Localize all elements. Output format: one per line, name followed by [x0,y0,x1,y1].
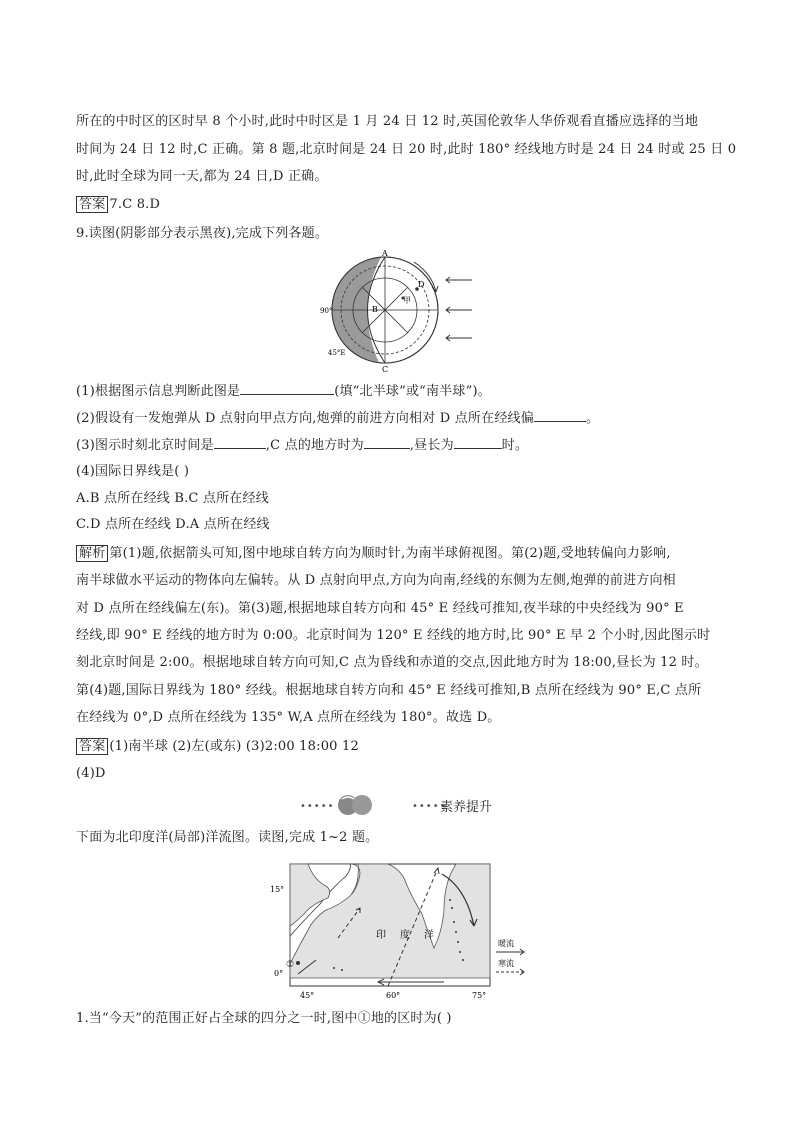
section-intro: 下面为北印度洋(局部)洋流图。读图,完成 1~2 题。 [76,830,379,845]
ocean-label: 度 [400,930,410,941]
analysis-line: 刻北京时间是 2:00。根据地球自转方向可知,C 点为昏线和赤道的交点,因此地方时为 18:00,昼长为 12 时。 [76,655,708,670]
answer-text: 7.C 8.D [109,197,161,212]
analysis-line: 经线,即 90° E 经线的地方时为 0:00。北京时间为 120° E 经线的地方时,比 90° E 早 2 个小时,因此图示时 [76,628,711,643]
label-c: C [382,365,389,374]
answer-blank [214,436,266,449]
label-b: B [372,305,378,314]
answer-blank [364,436,410,449]
question-1: 1.当“今天”的范围正好占全球的四分之一时,图中①地的区时为( ) [76,1011,452,1026]
answer-blank [454,436,502,449]
option-row: A.B 点所在经线 B.C 点所在经线 [76,491,269,506]
question-9-stem: 9.读图(阴影部分表示黑夜),完成下列各题。 [76,226,329,241]
globe-diagram [310,250,480,375]
lat-15-label: 15° [270,885,285,894]
ocean-label: 印 [376,930,386,941]
text-line: 时,此时全球为同一天,都为 24 日,D 正确。 [76,169,328,184]
analysis-tag: 解析 [76,545,108,562]
question-9-3: (3)图示时刻北京时间是 ,C 点的地方时为 ,昼长为 时。 [76,438,529,453]
ocean-current-map [268,860,530,1006]
answer-tag: 答案 [76,738,108,755]
label-45e: 45°E [328,349,346,357]
section-banner [300,793,510,817]
analysis-line: 在经线为 0°,D 点所在经线为 135° W,A 点所在经线为 180°。故选 D。 [76,710,501,725]
lon-75-label: 75° [472,991,487,1000]
legend-warm: 暖流 [498,939,514,948]
analysis-line: 解析 第(1)题,依据箭头可知,图中地球自转方向为顺时针,为南半球俯视图。第(2)题,受地转偏向力影响, [76,545,726,563]
text-line: 所在的中时区的区时早 8 个小时,此时中时区是 1 月 24 日 12 时,英国伦敦华人华侨观看直播应选择的当地 [76,114,699,129]
label-d: D [418,280,425,289]
point-1 [296,961,300,965]
legend-cold: 寒流 [498,959,514,968]
answer-line: 答案 (1)南半球 (2)左(或东) (3)2:00 18:00 12 [76,738,726,756]
label-jia: 甲 [403,296,411,305]
text-line: 时间为 24 日 12 时,C 正确。第 8 题,北京时间是 24 日 20 时,此时 180° 经线地方时是 24 日 24 时或 25 日 0 [76,142,737,157]
sun-ray-arrows [446,277,472,341]
answer-line: (4)D [76,766,106,781]
answer-line [76,196,726,214]
banner-dots: ••••• [412,801,447,812]
question-9-2: (2)假设有一发炮弹从 D 点射向甲点方向,炮弹的前进方向相对 D 点所在经线偏 。 [76,411,600,426]
label-90: 90° [320,307,333,315]
banner-dots: ••••• [300,801,335,812]
analysis-line: 第(4)题,国际日界线为 180° 经线。根据地球自转方向和 45° E 经线可推知,B 点所在经线为 90° E,C 点所 [76,683,702,698]
ocean-label: 洋 [424,930,434,941]
answer-tag: 答案 [76,196,108,213]
point-1-label: ① [286,960,295,970]
label-a: A [382,250,388,258]
lon-60-label: 60° [386,991,401,1000]
question-9-4: (4)国际日界线是( ) [76,464,190,479]
analysis-line: 对 D 点所在经线偏左(东)。第(3)题,根据地球自转方向和 45° E 经线可推知,夜半球的中央经线为 90° E [76,601,684,616]
section-title: 素养提升 [440,800,493,815]
lat-0-label: 0° [274,969,284,978]
answer-blank [534,409,586,422]
banner-logo-icon [332,793,382,817]
question-9-1: (1)根据图示信息判断此图是 (填“北半球”或“南半球”)。 [76,384,491,399]
map-legend [496,938,524,975]
analysis-line: 南半球做水平运动的物体向左偏转。从 D 点射向甲点,方向为向南,经线的东侧为左侧,炮弹的前进方向相 [76,573,676,588]
answer-blank [240,382,334,395]
lon-45-label: 45° [300,991,315,1000]
option-row: C.D 点所在经线 D.A 点所在经线 [76,517,270,532]
